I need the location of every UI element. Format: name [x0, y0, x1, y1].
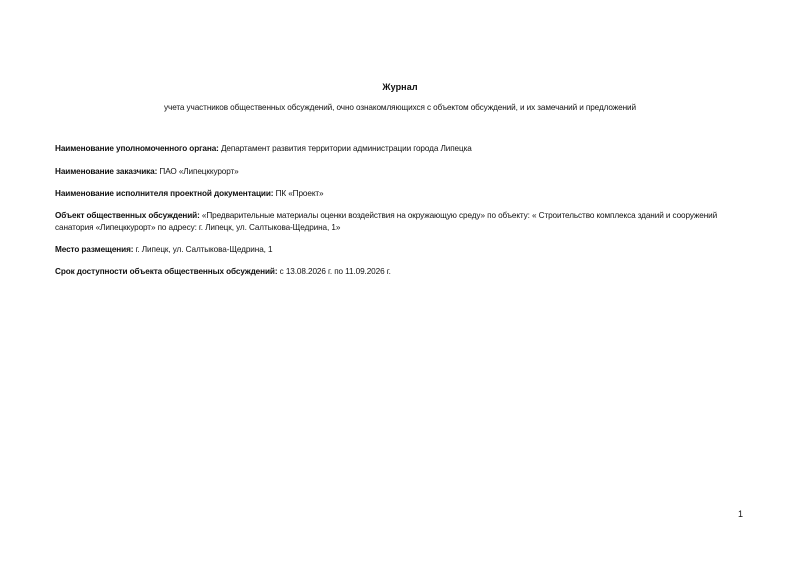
field-value: г. Липецк, ул. Салтыкова-Щедрина, 1	[133, 245, 273, 254]
field-label: Срок доступности объекта общественных обсуждений:	[55, 267, 278, 276]
field-label: Наименование заказчика:	[55, 167, 158, 176]
field-label: Наименование исполнителя проектной документации:	[55, 189, 274, 198]
page-number: 1	[738, 509, 744, 519]
document-subtitle: учета участников общественных обсуждений, очно ознакомляющихся с объектом обсуждений, и их замечаний и предложений	[164, 103, 636, 112]
field-location	[55, 244, 755, 256]
field-value: ПАО «Липецккурорт»	[157, 167, 239, 176]
field-discussion-object	[55, 210, 755, 234]
field-customer	[55, 166, 755, 178]
document-title: Журнал	[382, 82, 418, 92]
field-label: Наименование уполномоченного органа:	[55, 144, 219, 153]
field-authorized-body	[55, 143, 755, 155]
field-value: ПК «Проект»	[273, 189, 324, 198]
field-value: с 13.08.2026 г. по 11.09.2026 г.	[277, 267, 391, 276]
field-availability-period	[55, 266, 755, 278]
field-value: Департамент развития территории администрации города Липецка	[218, 144, 472, 153]
field-value: «Предварительные материалы оценки воздействия на окружающую среду» по объекту: « Строительство комплекса зданий и сооружений санатория «Липецккурорт» по адресу: г. Липецк, ул. Салтыкова-Щедрина, 1»	[55, 211, 718, 232]
field-contractor	[55, 188, 755, 200]
field-label: Место размещения:	[55, 245, 134, 254]
field-label: Объект общественных обсуждений:	[55, 211, 200, 220]
